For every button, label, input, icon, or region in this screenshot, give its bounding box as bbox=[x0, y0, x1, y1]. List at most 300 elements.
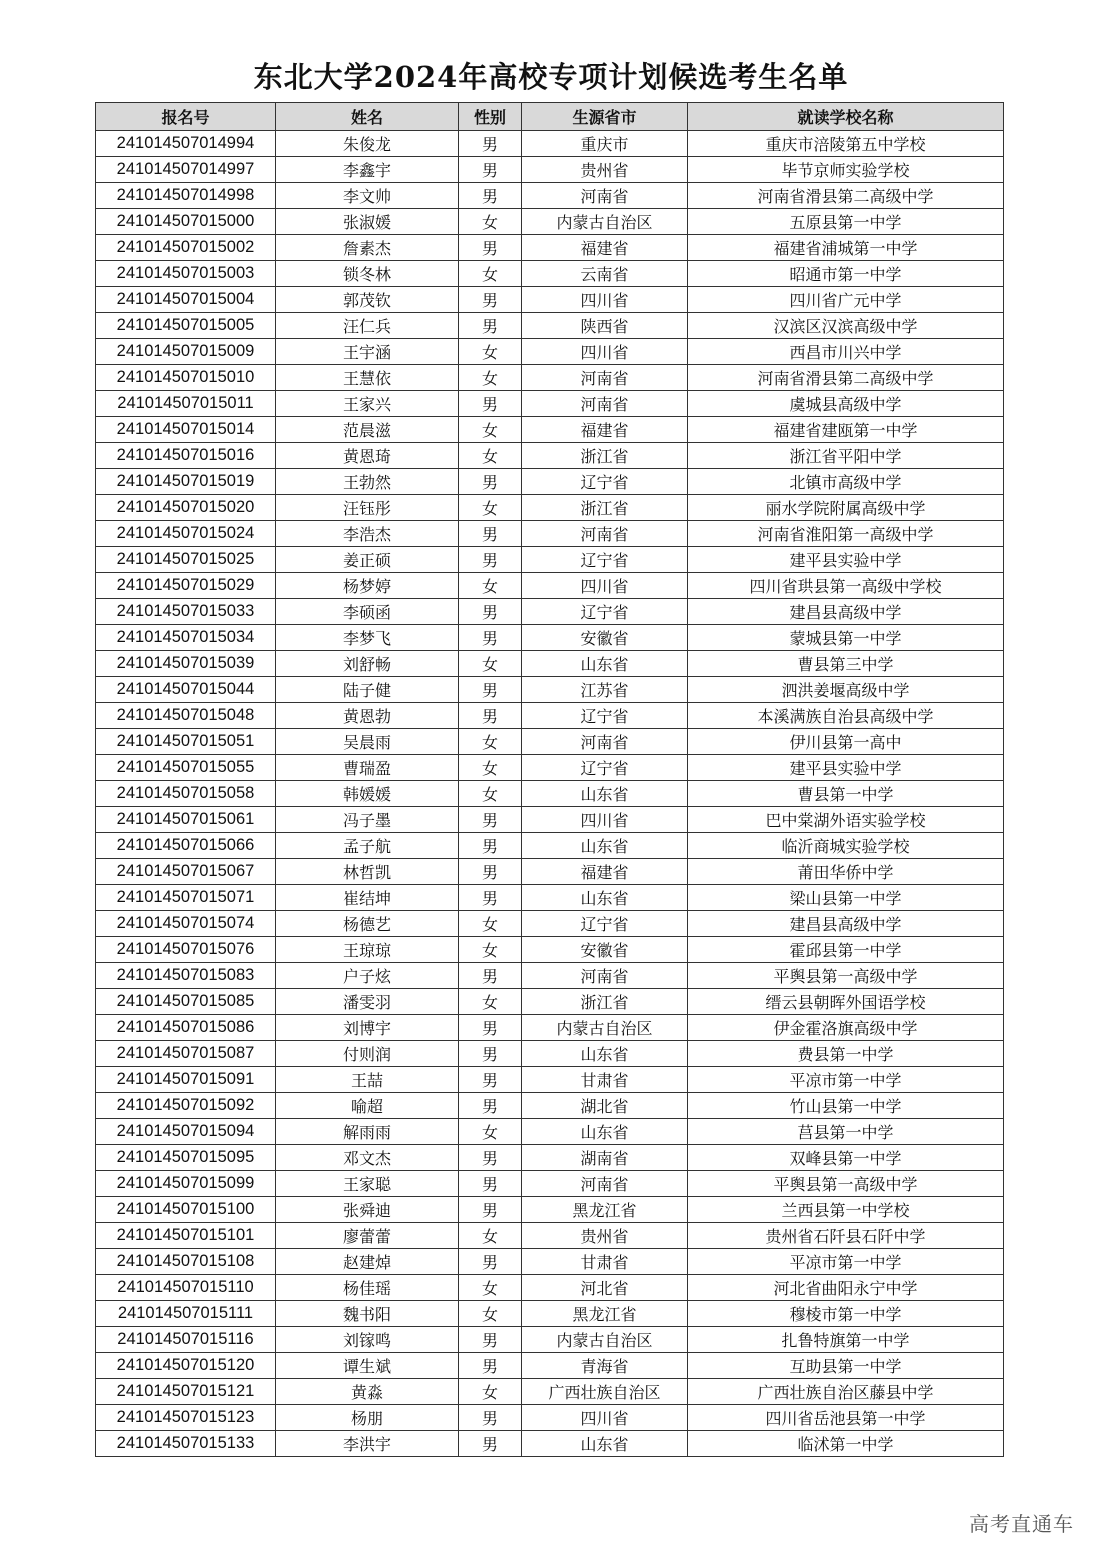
province-cell: 山东省 bbox=[522, 781, 688, 807]
table-row bbox=[96, 1223, 1004, 1249]
table-row bbox=[96, 339, 1004, 365]
province-cell: 江苏省 bbox=[522, 677, 688, 703]
table-row bbox=[96, 859, 1004, 885]
registration-no-cell: 241014507015100 bbox=[96, 1197, 276, 1223]
table-row bbox=[96, 911, 1004, 937]
school-cell: 河南省滑县第二高级中学 bbox=[688, 183, 1004, 209]
school-cell: 汉滨区汉滨高级中学 bbox=[688, 313, 1004, 339]
name-cell: 喻超 bbox=[276, 1093, 459, 1119]
school-cell: 毕节京师实验学校 bbox=[688, 157, 1004, 183]
gender-cell: 女 bbox=[459, 209, 522, 235]
header-name: 姓名 bbox=[276, 103, 459, 131]
name-cell: 李文帅 bbox=[276, 183, 459, 209]
gender-cell: 男 bbox=[459, 1041, 522, 1067]
table-row bbox=[96, 1119, 1004, 1145]
name-cell: 林哲凯 bbox=[276, 859, 459, 885]
name-cell: 李硕函 bbox=[276, 599, 459, 625]
school-cell: 建平县实验中学 bbox=[688, 547, 1004, 573]
table-row bbox=[96, 209, 1004, 235]
registration-no-cell: 241014507015034 bbox=[96, 625, 276, 651]
registration-no-cell: 241014507014997 bbox=[96, 157, 276, 183]
registration-no-cell: 241014507015091 bbox=[96, 1067, 276, 1093]
gender-cell: 男 bbox=[459, 1197, 522, 1223]
table-row bbox=[96, 235, 1004, 261]
province-cell: 山东省 bbox=[522, 1041, 688, 1067]
gender-cell: 男 bbox=[459, 287, 522, 313]
registration-no-cell: 241014507015019 bbox=[96, 469, 276, 495]
registration-no-cell: 241014507015009 bbox=[96, 339, 276, 365]
watermark: 高考直通车 bbox=[969, 1512, 1074, 1536]
name-cell: 锁冬林 bbox=[276, 261, 459, 287]
gender-cell: 男 bbox=[459, 521, 522, 547]
gender-cell: 女 bbox=[459, 495, 522, 521]
registration-no-cell: 241014507015120 bbox=[96, 1353, 276, 1379]
table-row bbox=[96, 1379, 1004, 1405]
table-row bbox=[96, 1041, 1004, 1067]
registration-no-cell: 241014507015076 bbox=[96, 937, 276, 963]
province-cell: 青海省 bbox=[522, 1353, 688, 1379]
registration-no-cell: 241014507015094 bbox=[96, 1119, 276, 1145]
name-cell: 杨佳瑶 bbox=[276, 1275, 459, 1301]
gender-cell: 男 bbox=[459, 1145, 522, 1171]
school-cell: 河南省淮阳第一高级中学 bbox=[688, 521, 1004, 547]
name-cell: 刘镓鸣 bbox=[276, 1327, 459, 1353]
gender-cell: 男 bbox=[459, 703, 522, 729]
name-cell: 韩媛媛 bbox=[276, 781, 459, 807]
province-cell: 河南省 bbox=[522, 729, 688, 755]
province-cell: 辽宁省 bbox=[522, 599, 688, 625]
gender-cell: 男 bbox=[459, 1249, 522, 1275]
table-row bbox=[96, 989, 1004, 1015]
province-cell: 安徽省 bbox=[522, 625, 688, 651]
gender-cell: 女 bbox=[459, 339, 522, 365]
province-cell: 云南省 bbox=[522, 261, 688, 287]
table-row bbox=[96, 521, 1004, 547]
name-cell: 王家聪 bbox=[276, 1171, 459, 1197]
registration-no-cell: 241014507015020 bbox=[96, 495, 276, 521]
gender-cell: 男 bbox=[459, 157, 522, 183]
header-school: 就读学校名称 bbox=[688, 103, 1004, 131]
registration-no-cell: 241014507015048 bbox=[96, 703, 276, 729]
table-row bbox=[96, 547, 1004, 573]
province-cell: 黑龙江省 bbox=[522, 1301, 688, 1327]
province-cell: 河南省 bbox=[522, 183, 688, 209]
name-cell: 邓文杰 bbox=[276, 1145, 459, 1171]
gender-cell: 女 bbox=[459, 1223, 522, 1249]
table-row bbox=[96, 1327, 1004, 1353]
name-cell: 王宇涵 bbox=[276, 339, 459, 365]
name-cell: 王家兴 bbox=[276, 391, 459, 417]
name-cell: 王琼琼 bbox=[276, 937, 459, 963]
gender-cell: 男 bbox=[459, 1431, 522, 1457]
registration-no-cell: 241014507015016 bbox=[96, 443, 276, 469]
registration-no-cell: 241014507015003 bbox=[96, 261, 276, 287]
gender-cell: 女 bbox=[459, 755, 522, 781]
province-cell: 黑龙江省 bbox=[522, 1197, 688, 1223]
registration-no-cell: 241014507015092 bbox=[96, 1093, 276, 1119]
school-cell: 昭通市第一中学 bbox=[688, 261, 1004, 287]
province-cell: 浙江省 bbox=[522, 443, 688, 469]
school-cell: 四川省岳池县第一中学 bbox=[688, 1405, 1004, 1431]
school-cell: 伊川县第一高中 bbox=[688, 729, 1004, 755]
name-cell: 冯子墨 bbox=[276, 807, 459, 833]
registration-no-cell: 241014507015111 bbox=[96, 1301, 276, 1327]
registration-no-cell: 241014507015061 bbox=[96, 807, 276, 833]
registration-no-cell: 241014507015005 bbox=[96, 313, 276, 339]
table-row bbox=[96, 573, 1004, 599]
name-cell: 李洪宇 bbox=[276, 1431, 459, 1457]
name-cell: 杨朋 bbox=[276, 1405, 459, 1431]
province-cell: 广西壮族自治区 bbox=[522, 1379, 688, 1405]
province-cell: 福建省 bbox=[522, 417, 688, 443]
province-cell: 四川省 bbox=[522, 807, 688, 833]
school-cell: 福建省建瓯第一中学 bbox=[688, 417, 1004, 443]
province-cell: 山东省 bbox=[522, 651, 688, 677]
registration-no-cell: 241014507015055 bbox=[96, 755, 276, 781]
table-row bbox=[96, 313, 1004, 339]
name-cell: 吴晨雨 bbox=[276, 729, 459, 755]
province-cell: 山东省 bbox=[522, 1119, 688, 1145]
gender-cell: 男 bbox=[459, 547, 522, 573]
school-cell: 曹县第一中学 bbox=[688, 781, 1004, 807]
registration-no-cell: 241014507015014 bbox=[96, 417, 276, 443]
gender-cell: 女 bbox=[459, 261, 522, 287]
registration-no-cell: 241014507014994 bbox=[96, 131, 276, 157]
gender-cell: 女 bbox=[459, 1275, 522, 1301]
gender-cell: 女 bbox=[459, 417, 522, 443]
province-cell: 河南省 bbox=[522, 521, 688, 547]
gender-cell: 男 bbox=[459, 1327, 522, 1353]
province-cell: 辽宁省 bbox=[522, 469, 688, 495]
province-cell: 河南省 bbox=[522, 963, 688, 989]
school-cell: 霍邱县第一中学 bbox=[688, 937, 1004, 963]
province-cell: 陕西省 bbox=[522, 313, 688, 339]
table-row bbox=[96, 703, 1004, 729]
school-cell: 北镇市高级中学 bbox=[688, 469, 1004, 495]
registration-no-cell: 241014507015095 bbox=[96, 1145, 276, 1171]
table-row bbox=[96, 677, 1004, 703]
school-cell: 兰西县第一中学校 bbox=[688, 1197, 1004, 1223]
province-cell: 山东省 bbox=[522, 885, 688, 911]
gender-cell: 男 bbox=[459, 131, 522, 157]
school-cell: 伊金霍洛旗高级中学 bbox=[688, 1015, 1004, 1041]
gender-cell: 男 bbox=[459, 677, 522, 703]
province-cell: 河南省 bbox=[522, 391, 688, 417]
header-gender: 性别 bbox=[459, 103, 522, 131]
gender-cell: 男 bbox=[459, 885, 522, 911]
name-cell: 潘雯羽 bbox=[276, 989, 459, 1015]
registration-no-cell: 241014507015025 bbox=[96, 547, 276, 573]
province-cell: 河南省 bbox=[522, 1171, 688, 1197]
registration-no-cell: 241014507015044 bbox=[96, 677, 276, 703]
registration-no-cell: 241014507015058 bbox=[96, 781, 276, 807]
name-cell: 汪仁兵 bbox=[276, 313, 459, 339]
province-cell: 贵州省 bbox=[522, 157, 688, 183]
table-row bbox=[96, 1067, 1004, 1093]
registration-no-cell: 241014507015086 bbox=[96, 1015, 276, 1041]
school-cell: 平舆县第一高级中学 bbox=[688, 1171, 1004, 1197]
name-cell: 崔结坤 bbox=[276, 885, 459, 911]
name-cell: 王慧依 bbox=[276, 365, 459, 391]
name-cell: 赵建焯 bbox=[276, 1249, 459, 1275]
registration-no-cell: 241014507015010 bbox=[96, 365, 276, 391]
table-row bbox=[96, 651, 1004, 677]
gender-cell: 男 bbox=[459, 833, 522, 859]
name-cell: 黄恩勃 bbox=[276, 703, 459, 729]
gender-cell: 男 bbox=[459, 599, 522, 625]
school-cell: 平舆县第一高级中学 bbox=[688, 963, 1004, 989]
name-cell: 张舜迪 bbox=[276, 1197, 459, 1223]
school-cell: 梁山县第一中学 bbox=[688, 885, 1004, 911]
province-cell: 安徽省 bbox=[522, 937, 688, 963]
name-cell: 汪钰彤 bbox=[276, 495, 459, 521]
table-row bbox=[96, 1353, 1004, 1379]
name-cell: 魏书阳 bbox=[276, 1301, 459, 1327]
name-cell: 黄恩琦 bbox=[276, 443, 459, 469]
registration-no-cell: 241014507015123 bbox=[96, 1405, 276, 1431]
page-title: 东北大学2024年高校专项计划候选考生名单 bbox=[253, 60, 849, 94]
registration-no-cell: 241014507015024 bbox=[96, 521, 276, 547]
province-cell: 贵州省 bbox=[522, 1223, 688, 1249]
table-row bbox=[96, 755, 1004, 781]
gender-cell: 男 bbox=[459, 1093, 522, 1119]
registration-no-cell: 241014507015067 bbox=[96, 859, 276, 885]
province-cell: 浙江省 bbox=[522, 989, 688, 1015]
name-cell: 王勃然 bbox=[276, 469, 459, 495]
registration-no-cell: 241014507015083 bbox=[96, 963, 276, 989]
name-cell: 刘博宇 bbox=[276, 1015, 459, 1041]
registration-no-cell: 241014507015071 bbox=[96, 885, 276, 911]
gender-cell: 女 bbox=[459, 781, 522, 807]
gender-cell: 女 bbox=[459, 989, 522, 1015]
school-cell: 五原县第一中学 bbox=[688, 209, 1004, 235]
registration-no-cell: 241014507015108 bbox=[96, 1249, 276, 1275]
table-row bbox=[96, 1431, 1004, 1457]
table-row bbox=[96, 781, 1004, 807]
gender-cell: 女 bbox=[459, 937, 522, 963]
registration-no-cell: 241014507015099 bbox=[96, 1171, 276, 1197]
province-cell: 四川省 bbox=[522, 1405, 688, 1431]
school-cell: 建昌县高级中学 bbox=[688, 911, 1004, 937]
name-cell: 陆子健 bbox=[276, 677, 459, 703]
table-row bbox=[96, 885, 1004, 911]
name-cell: 张淑媛 bbox=[276, 209, 459, 235]
header-province: 生源省市 bbox=[522, 103, 688, 131]
registration-no-cell: 241014507015051 bbox=[96, 729, 276, 755]
school-cell: 巴中棠湖外语实验学校 bbox=[688, 807, 1004, 833]
table-row bbox=[96, 1249, 1004, 1275]
table-row bbox=[96, 1275, 1004, 1301]
name-cell: 户子炫 bbox=[276, 963, 459, 989]
gender-cell: 男 bbox=[459, 313, 522, 339]
registration-no-cell: 241014507015000 bbox=[96, 209, 276, 235]
school-cell: 双峰县第一中学 bbox=[688, 1145, 1004, 1171]
gender-cell: 男 bbox=[459, 391, 522, 417]
name-cell: 朱俊龙 bbox=[276, 131, 459, 157]
gender-cell: 男 bbox=[459, 1353, 522, 1379]
table-header-row bbox=[96, 103, 1004, 131]
registration-no-cell: 241014507015133 bbox=[96, 1431, 276, 1457]
gender-cell: 女 bbox=[459, 365, 522, 391]
registration-no-cell: 241014507015085 bbox=[96, 989, 276, 1015]
school-cell: 福建省浦城第一中学 bbox=[688, 235, 1004, 261]
table-row bbox=[96, 131, 1004, 157]
table-row bbox=[96, 833, 1004, 859]
province-cell: 甘肃省 bbox=[522, 1249, 688, 1275]
province-cell: 辽宁省 bbox=[522, 755, 688, 781]
school-cell: 建昌县高级中学 bbox=[688, 599, 1004, 625]
school-cell: 扎鲁特旗第一中学 bbox=[688, 1327, 1004, 1353]
registration-no-cell: 241014507015110 bbox=[96, 1275, 276, 1301]
name-cell: 黄淼 bbox=[276, 1379, 459, 1405]
registration-no-cell: 241014507015116 bbox=[96, 1327, 276, 1353]
registration-no-cell: 241014507015066 bbox=[96, 833, 276, 859]
name-cell: 杨德艺 bbox=[276, 911, 459, 937]
table-row bbox=[96, 261, 1004, 287]
gender-cell: 男 bbox=[459, 859, 522, 885]
registration-no-cell: 241014507015033 bbox=[96, 599, 276, 625]
gender-cell: 女 bbox=[459, 573, 522, 599]
gender-cell: 男 bbox=[459, 469, 522, 495]
province-cell: 湖南省 bbox=[522, 1145, 688, 1171]
name-cell: 范晨滋 bbox=[276, 417, 459, 443]
table-row bbox=[96, 157, 1004, 183]
school-cell: 浙江省平阳中学 bbox=[688, 443, 1004, 469]
province-cell: 四川省 bbox=[522, 339, 688, 365]
province-cell: 内蒙古自治区 bbox=[522, 209, 688, 235]
table-row bbox=[96, 1197, 1004, 1223]
table-row bbox=[96, 1015, 1004, 1041]
table-row bbox=[96, 1171, 1004, 1197]
name-cell: 詹素杰 bbox=[276, 235, 459, 261]
school-cell: 贵州省石阡县石阡中学 bbox=[688, 1223, 1004, 1249]
table-row bbox=[96, 1093, 1004, 1119]
table-row bbox=[96, 1405, 1004, 1431]
table-row bbox=[96, 963, 1004, 989]
gender-cell: 女 bbox=[459, 729, 522, 755]
table-row bbox=[96, 807, 1004, 833]
school-cell: 泗洪姜堰高级中学 bbox=[688, 677, 1004, 703]
school-cell: 竹山县第一中学 bbox=[688, 1093, 1004, 1119]
registration-no-cell: 241014507015029 bbox=[96, 573, 276, 599]
gender-cell: 女 bbox=[459, 1301, 522, 1327]
province-cell: 辽宁省 bbox=[522, 911, 688, 937]
name-cell: 郭茂钦 bbox=[276, 287, 459, 313]
registration-no-cell: 241014507015087 bbox=[96, 1041, 276, 1067]
gender-cell: 女 bbox=[459, 1379, 522, 1405]
registration-no-cell: 241014507015121 bbox=[96, 1379, 276, 1405]
name-cell: 王喆 bbox=[276, 1067, 459, 1093]
province-cell: 甘肃省 bbox=[522, 1067, 688, 1093]
province-cell: 四川省 bbox=[522, 573, 688, 599]
gender-cell: 女 bbox=[459, 443, 522, 469]
registration-no-cell: 241014507015074 bbox=[96, 911, 276, 937]
table-row bbox=[96, 937, 1004, 963]
table-row bbox=[96, 495, 1004, 521]
table-row bbox=[96, 287, 1004, 313]
name-cell: 李梦飞 bbox=[276, 625, 459, 651]
table-row bbox=[96, 1301, 1004, 1327]
school-cell: 重庆市涪陵第五中学校 bbox=[688, 131, 1004, 157]
name-cell: 李鑫宇 bbox=[276, 157, 459, 183]
table-row bbox=[96, 625, 1004, 651]
registration-no-cell: 241014507015004 bbox=[96, 287, 276, 313]
table-row bbox=[96, 417, 1004, 443]
gender-cell: 男 bbox=[459, 183, 522, 209]
gender-cell: 男 bbox=[459, 1405, 522, 1431]
province-cell: 福建省 bbox=[522, 859, 688, 885]
school-cell: 西昌市川兴中学 bbox=[688, 339, 1004, 365]
name-cell: 孟子航 bbox=[276, 833, 459, 859]
school-cell: 河南省滑县第二高级中学 bbox=[688, 365, 1004, 391]
gender-cell: 男 bbox=[459, 1067, 522, 1093]
table-row bbox=[96, 599, 1004, 625]
school-cell: 丽水学院附属高级中学 bbox=[688, 495, 1004, 521]
province-cell: 河北省 bbox=[522, 1275, 688, 1301]
name-cell: 李浩杰 bbox=[276, 521, 459, 547]
school-cell: 建平县实验中学 bbox=[688, 755, 1004, 781]
gender-cell: 男 bbox=[459, 235, 522, 261]
name-cell: 刘舒畅 bbox=[276, 651, 459, 677]
province-cell: 辽宁省 bbox=[522, 703, 688, 729]
school-cell: 平凉市第一中学 bbox=[688, 1067, 1004, 1093]
province-cell: 辽宁省 bbox=[522, 547, 688, 573]
province-cell: 重庆市 bbox=[522, 131, 688, 157]
name-cell: 杨梦婷 bbox=[276, 573, 459, 599]
gender-cell: 男 bbox=[459, 1171, 522, 1197]
school-cell: 河北省曲阳永宁中学 bbox=[688, 1275, 1004, 1301]
name-cell: 廖蕾蕾 bbox=[276, 1223, 459, 1249]
registration-no-cell: 241014507015039 bbox=[96, 651, 276, 677]
name-cell: 付则润 bbox=[276, 1041, 459, 1067]
school-cell: 莒县第一中学 bbox=[688, 1119, 1004, 1145]
candidate-table bbox=[95, 102, 1004, 1457]
gender-cell: 男 bbox=[459, 807, 522, 833]
school-cell: 四川省珙县第一高级中学校 bbox=[688, 573, 1004, 599]
gender-cell: 男 bbox=[459, 963, 522, 989]
province-cell: 山东省 bbox=[522, 1431, 688, 1457]
school-cell: 四川省广元中学 bbox=[688, 287, 1004, 313]
school-cell: 广西壮族自治区藤县中学 bbox=[688, 1379, 1004, 1405]
gender-cell: 女 bbox=[459, 911, 522, 937]
gender-cell: 女 bbox=[459, 651, 522, 677]
name-cell: 曹瑞盈 bbox=[276, 755, 459, 781]
school-cell: 本溪满族自治县高级中学 bbox=[688, 703, 1004, 729]
school-cell: 蒙城县第一中学 bbox=[688, 625, 1004, 651]
registration-no-cell: 241014507015101 bbox=[96, 1223, 276, 1249]
table-row bbox=[96, 1145, 1004, 1171]
registration-no-cell: 241014507015002 bbox=[96, 235, 276, 261]
table-row bbox=[96, 183, 1004, 209]
gender-cell: 女 bbox=[459, 1119, 522, 1145]
school-cell: 费县第一中学 bbox=[688, 1041, 1004, 1067]
school-cell: 虞城县高级中学 bbox=[688, 391, 1004, 417]
registration-no-cell: 241014507014998 bbox=[96, 183, 276, 209]
school-cell: 缙云县朝晖外国语学校 bbox=[688, 989, 1004, 1015]
name-cell: 姜正硕 bbox=[276, 547, 459, 573]
school-cell: 曹县第三中学 bbox=[688, 651, 1004, 677]
school-cell: 互助县第一中学 bbox=[688, 1353, 1004, 1379]
gender-cell: 男 bbox=[459, 1015, 522, 1041]
table-row bbox=[96, 443, 1004, 469]
province-cell: 湖北省 bbox=[522, 1093, 688, 1119]
province-cell: 浙江省 bbox=[522, 495, 688, 521]
table-row bbox=[96, 469, 1004, 495]
province-cell: 山东省 bbox=[522, 833, 688, 859]
province-cell: 河南省 bbox=[522, 365, 688, 391]
school-cell: 临沂商城实验学校 bbox=[688, 833, 1004, 859]
school-cell: 平凉市第一中学 bbox=[688, 1249, 1004, 1275]
